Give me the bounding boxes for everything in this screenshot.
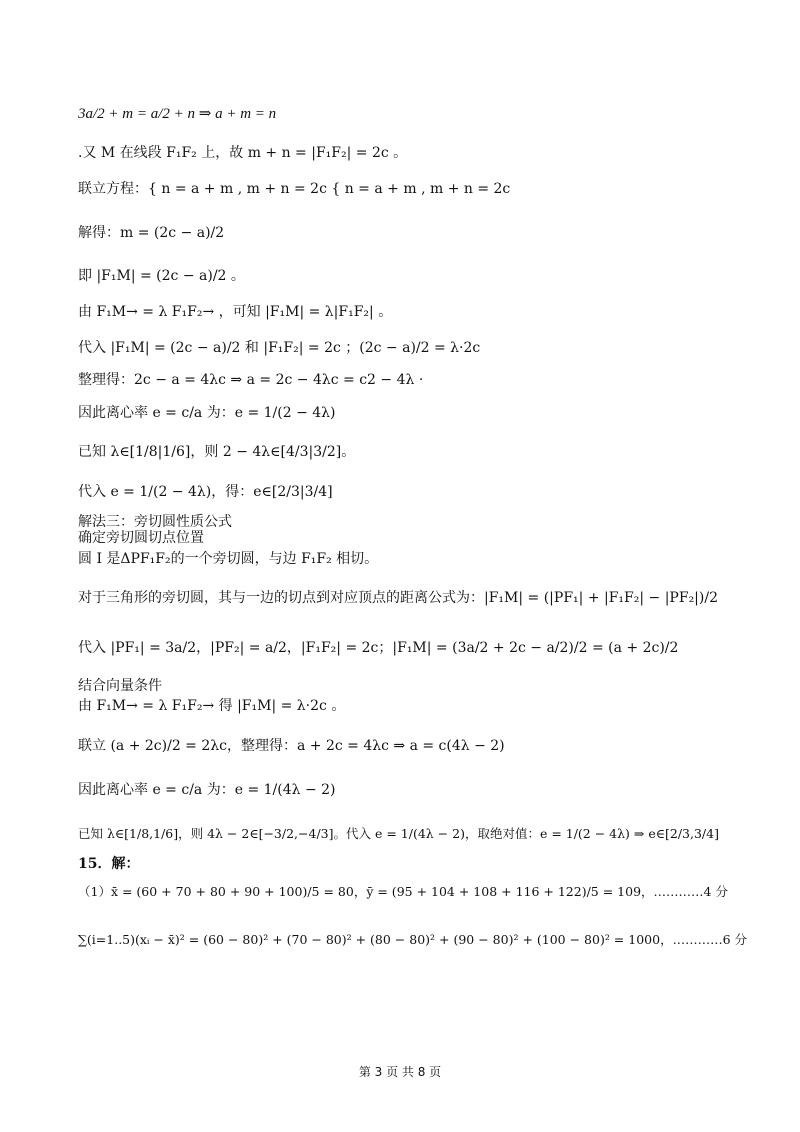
question-number: 15．解： <box>78 856 140 872</box>
text-line-15: 代入 |PF₁| = 3a/2，|PF₂| = a/2，|F₁F₂| = 2c；|F₁M| = (3a/2 + 2c − a/2)/2 = (a + 2c)/2 <box>78 640 679 656</box>
text-line-10: 已知 λ∈[1/8|1/6]，则 2 − 4λ∈[4/3|3/2]。 <box>78 444 356 460</box>
text-line-7: 代入 |F₁M| = (2c − a)/2 和 |F₁F₂| = 2c ；(2c − a)/2 = λ·2c <box>78 340 481 356</box>
text-line-23: ∑(i=1..5)(xᵢ − x̄)² = (60 − 80)² + (70 − 80)² + (80 − 80)² + (90 − 80)² + (100 − 80)² = 1000，…………6 分 <box>78 932 747 947</box>
page-footer: 第 3 页 共 8 页 <box>358 1065 442 1079</box>
text-line-5: 即 |F₁M| = (2c − a)/2 。 <box>78 268 245 284</box>
text-line-14: 对于三角形的旁切圆，其与一边的切点到对应顶点的距离公式为：|F₁M| = (|PF₁| + |F₁F₂| − |PF₂|)/2 <box>78 590 718 606</box>
text-line-2: .又 M 在线段 F₁F₂ 上，故 m + n = |F₁F₂| = 2c 。 <box>78 145 408 161</box>
text-line-22: （1）x̄ = (60 + 70 + 80 + 90 + 100)/5 = 80，ȳ = (95 + 104 + 108 + 116 + 122)/5 = 109，…………4 分 <box>78 884 728 899</box>
sub-heading-2: 结合向量条件 <box>78 678 162 694</box>
text-line-4: 解得：m = (2c − a)/2 <box>78 225 225 241</box>
text-line-20: 已知 λ∈[1/8,1/6]，则 4λ − 2∈[−3/2,−4/3]。代入 e = 1/(4λ − 2)，取绝对值：e = 1/(2 − 4λ) ⇒ e∈[2/3,3/4] <box>78 826 719 841</box>
text-line-19: 因此离心率 e = c/a 为：e = 1/(4λ − 2) <box>78 782 336 798</box>
text-line-8: 整理得：2c − a = 4λc ⇒ a = 2c − 4λc = c2 − 4λ · <box>78 372 424 388</box>
text-line-13: 圆 I 是ΔPF₁F₂的一个旁切圆，与边 F₁F₂ 相切。 <box>78 551 379 567</box>
text-line-11: 代入 e = 1/(2 − 4λ)，得：e∈[2/3|3/4] <box>78 484 333 500</box>
section-heading: 解法三：旁切圆性质公式 <box>78 514 232 530</box>
sub-heading: 确定旁切圆切点位置 <box>78 530 204 546</box>
text-line-17: 由 F₁M→ = λ F₁F₂→ 得 |F₁M| = λ·2c 。 <box>78 698 346 714</box>
text-line-6: 由 F₁M→ = λ F₁F₂→ ，可知 |F₁M| = λ|F₁F₂| 。 <box>78 304 393 320</box>
text-line-18: 联立 (a + 2c)/2 = 2λc，整理得：a + 2c = 4λc ⇒ a = c(4λ − 2) <box>78 738 505 754</box>
text-line-9: 因此离心率 e = c/a 为：e = 1/(2 − 4λ) <box>78 405 336 421</box>
text-line-3: 联立方程：{ n = a + m , m + n = 2c { n = a + m , m + n = 2c <box>78 181 511 197</box>
text-line-1: 3a/2 + m = a/2 + n ⇒ a + m = n <box>78 106 277 122</box>
